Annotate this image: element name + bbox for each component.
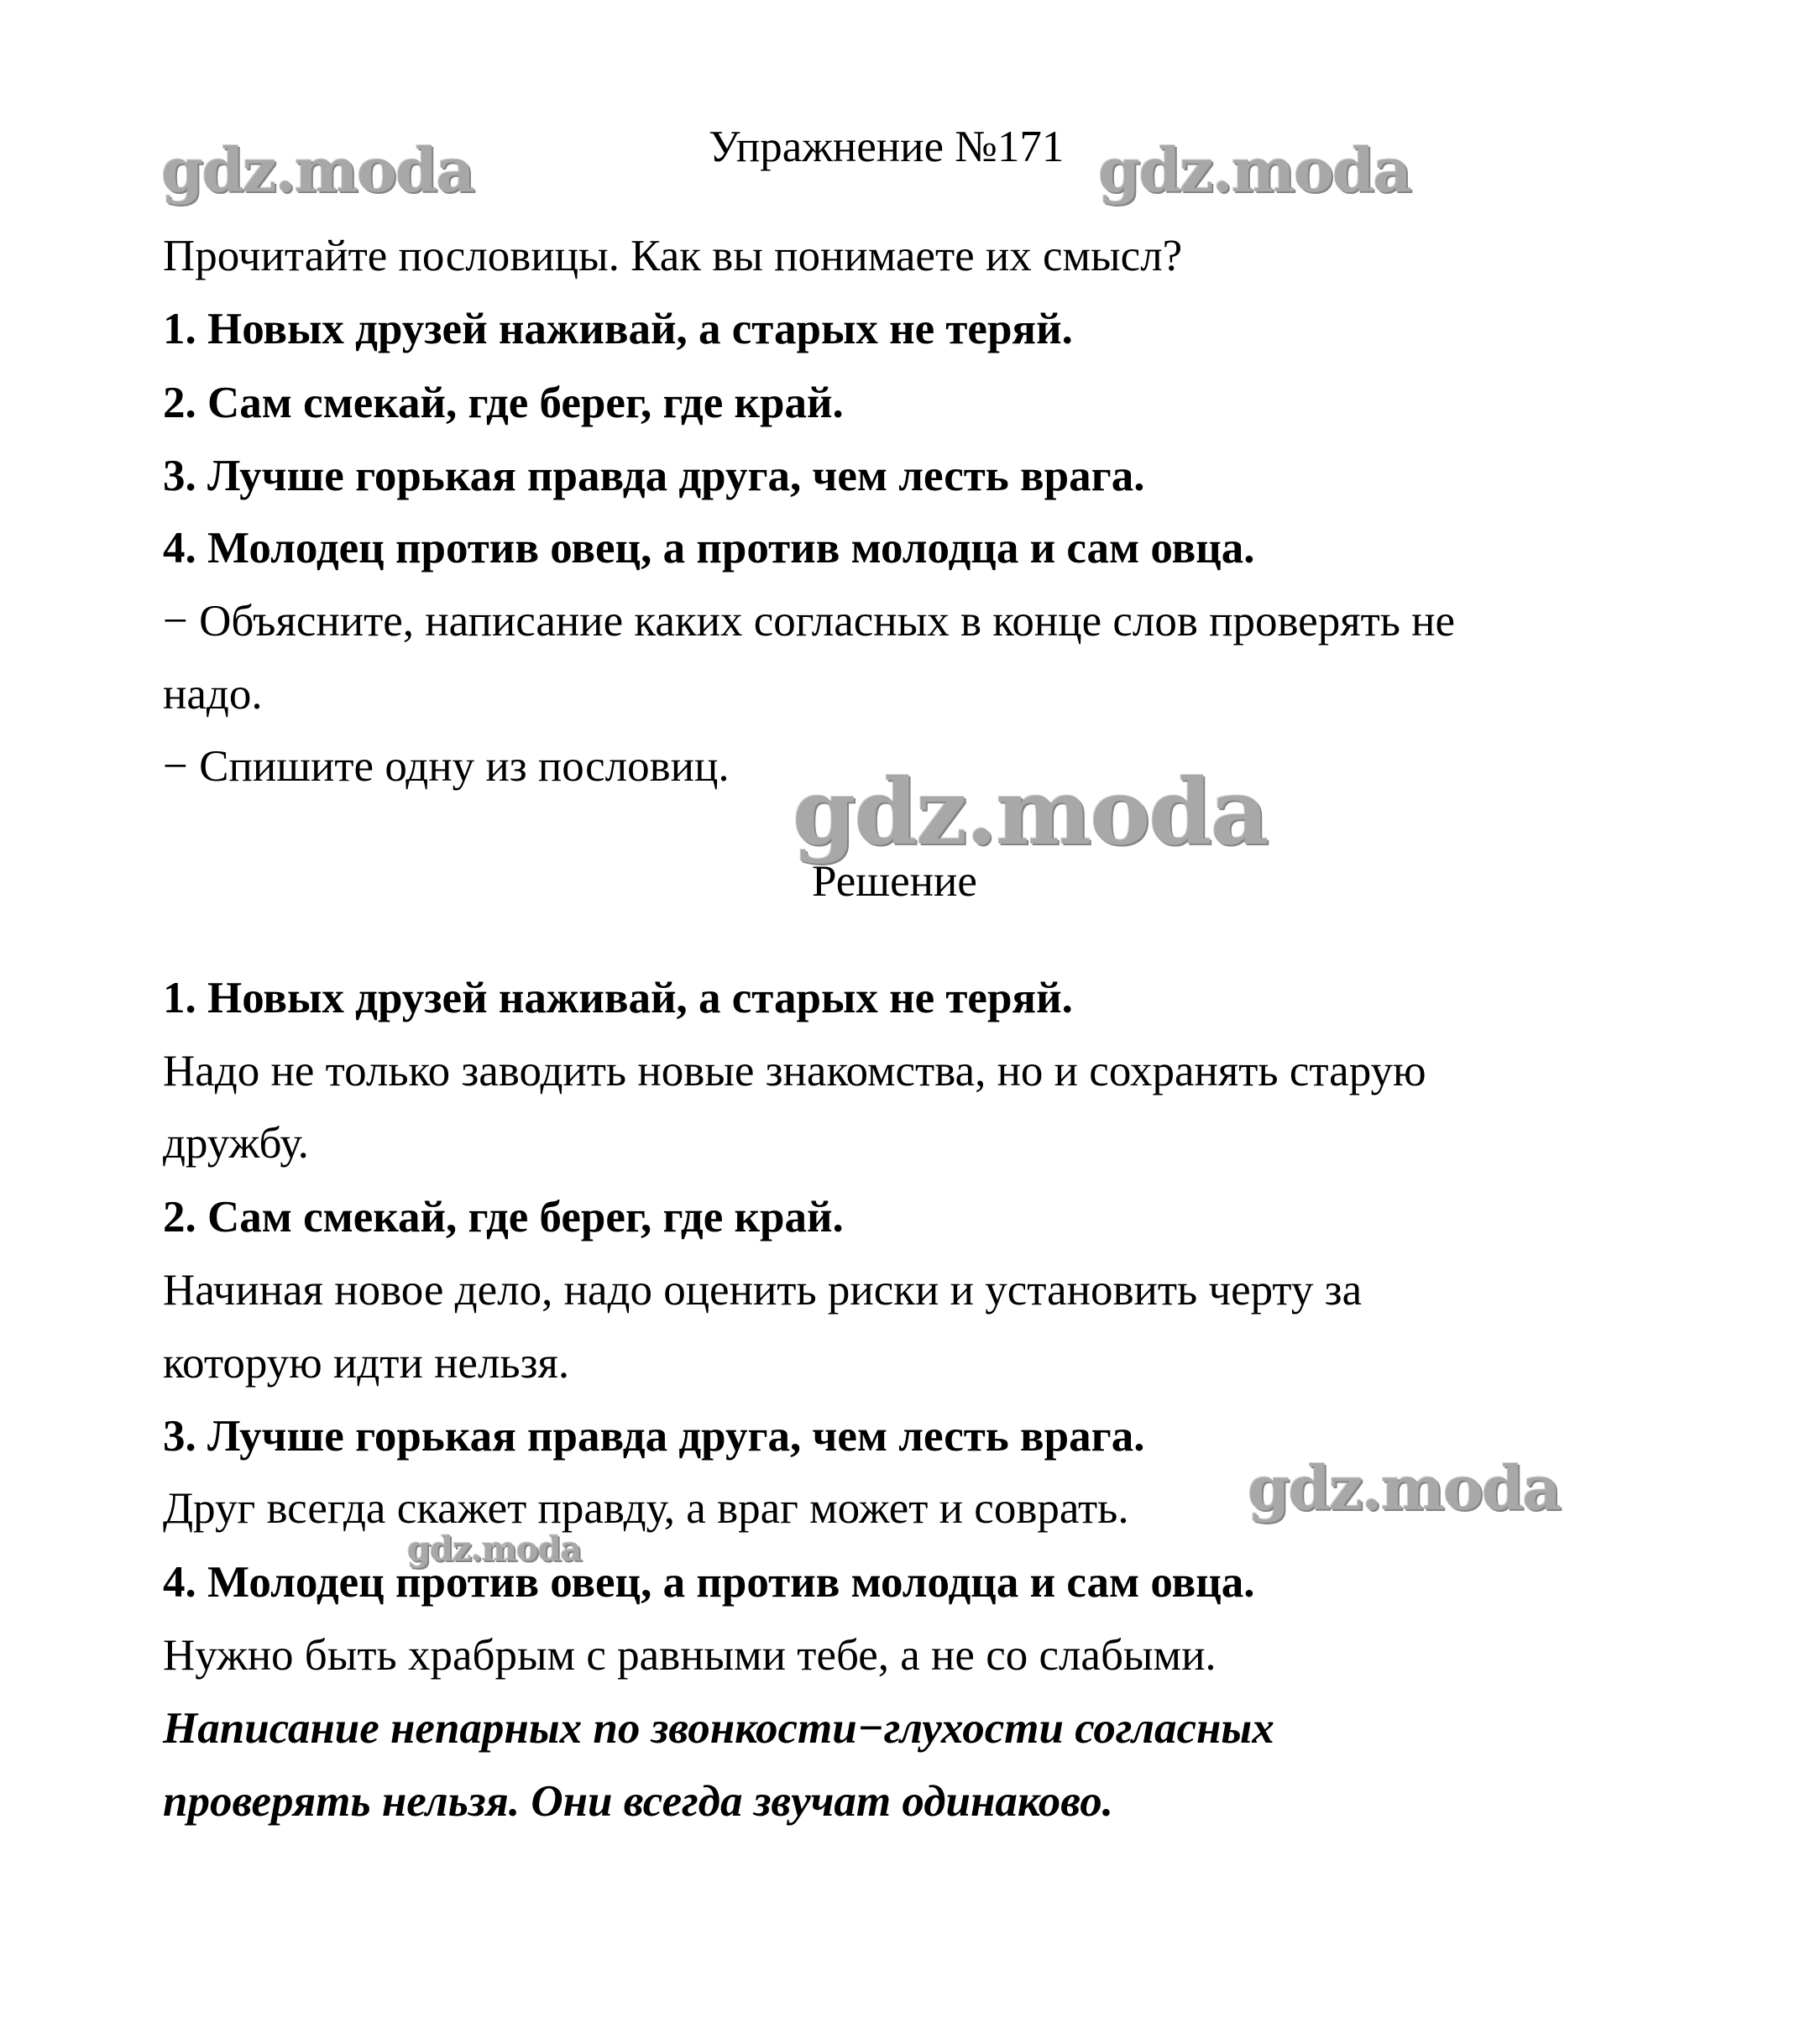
question-2: − Спишите одну из пословиц. bbox=[163, 742, 730, 791]
watermark-logo: gdz.moda bbox=[407, 1529, 582, 1569]
watermark-logo: gdz.moda bbox=[1248, 1452, 1560, 1524]
solution-heading: Решение bbox=[812, 857, 977, 906]
question-1-line-2: надо. bbox=[163, 670, 263, 719]
solution-answer-2-line-2: которую идти нельзя. bbox=[163, 1339, 570, 1388]
solution-proverb-3: 3. Лучше горькая правда друга, чем лесть врага. bbox=[163, 1412, 1145, 1461]
proverb-3: 3. Лучше горькая правда друга, чем лесть врага. bbox=[163, 452, 1145, 500]
conclusion-line-2: проверять нельзя. Они всегда звучат одинаково. bbox=[163, 1777, 1113, 1826]
task-prompt: Прочитайте пословицы. Как вы понимаете их смысл? bbox=[163, 232, 1183, 280]
conclusion-line-1: Написание непарных по звонкости−глухости согласных bbox=[163, 1704, 1274, 1753]
solution-proverb-2: 2. Сам смекай, где берег, где край. bbox=[163, 1193, 844, 1242]
watermark-logo: gdz.moda bbox=[793, 760, 1268, 865]
solution-proverb-1: 1. Новых друзей наживай, а старых не теряй. bbox=[163, 974, 1073, 1022]
proverb-2: 2. Сам смекай, где берег, где край. bbox=[163, 379, 844, 427]
watermark-logo: gdz.moda bbox=[1098, 134, 1410, 206]
watermark-logo: gdz.moda bbox=[161, 134, 474, 206]
solution-answer-4: Нужно быть храбрым с равными тебе, а не со слабыми. bbox=[163, 1631, 1217, 1680]
question-1-line-1: − Объясните, написание каких согласных в конце слов проверять не bbox=[163, 597, 1456, 646]
proverb-4: 4. Молодец против овец, а против молодца и сам овца. bbox=[163, 524, 1255, 572]
proverb-1: 1. Новых друзей наживай, а старых не теряй. bbox=[163, 305, 1073, 353]
solution-answer-3: Друг всегда скажет правду, а враг может и соврать. bbox=[163, 1484, 1129, 1533]
solution-answer-1-line-1: Надо не только заводить новые знакомства, но и сохранять старую bbox=[163, 1047, 1426, 1095]
solution-answer-2-line-1: Начиная новое дело, надо оценить риски и установить черту за bbox=[163, 1266, 1363, 1315]
exercise-title: Упражнение №171 bbox=[709, 123, 1065, 171]
solution-answer-1-line-2: дружбу. bbox=[163, 1119, 309, 1168]
solution-proverb-4: 4. Молодец против овец, а против молодца и сам овца. bbox=[163, 1558, 1255, 1607]
